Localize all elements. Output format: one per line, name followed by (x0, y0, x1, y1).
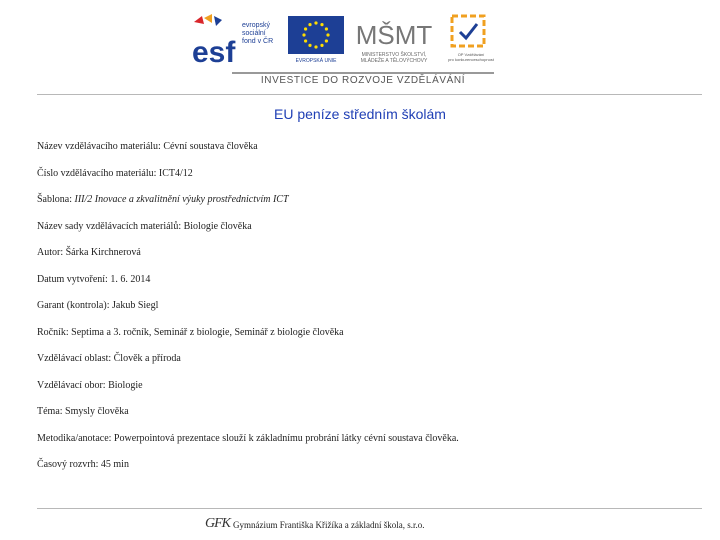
info-value: Smysly člověka (65, 406, 129, 417)
info-value: III/2 Inovace a zkvalitnění výuky prostřednictvím ICT (74, 194, 289, 205)
msmt-text: MINISTERSTVO ŠKOLSTVÍ, MLÁDEŽE A TĚLOVÝCHOVY (360, 52, 428, 64)
info-label: Garant (kontrola): (37, 300, 110, 311)
page-title: EU peníze středním školám (274, 106, 446, 122)
info-label: Časový rozvrh: (37, 459, 99, 470)
info-line-area (37, 350, 697, 377)
footer (0, 514, 720, 538)
op-text: OP Vzdělávání pro konkurenceschopnost (448, 52, 494, 62)
info-line-created (37, 271, 697, 298)
eu-flag-icon (288, 16, 344, 54)
esf-mark-icon (190, 14, 240, 70)
eu-logo (286, 16, 346, 70)
op-logo (444, 14, 498, 70)
op-mark-icon (450, 14, 486, 48)
school-name: Gymnázium Františka Křižíka a základní škola, s.r.o. (233, 520, 425, 530)
info-label: Vzdělávací oblast: (37, 353, 112, 364)
logo-bar (188, 12, 498, 72)
esf-logo (190, 14, 282, 70)
info-value: Powerpointová prezentace slouží k základnímu probrání látky cévní soustava člověka. (113, 432, 459, 444)
info-label: Metodika/anotace: (37, 432, 112, 444)
info-value: Biologie člověka (183, 220, 252, 232)
info-line-author (37, 244, 697, 271)
info-line-subject (37, 377, 697, 404)
info-value: 45 min (100, 459, 129, 470)
info-label: Název sady vzdělávacích materiálů: (37, 220, 182, 232)
school-logo: GFK (205, 516, 230, 531)
svg-text:MŠMT: MŠMT (355, 20, 433, 50)
info-value: ICT4/12 (158, 167, 193, 179)
info-line-set-name (37, 218, 697, 245)
info-value: Jakub Siegl (111, 300, 159, 311)
info-label: Název vzdělávacího materiálu: (37, 141, 161, 152)
eu-text: EVROPSKÁ UNIE (295, 58, 337, 64)
info-label: Ročník: (37, 326, 69, 338)
info-line-time (37, 456, 697, 483)
info-line-guarantor (37, 297, 697, 324)
info-line-grade (37, 324, 697, 351)
info-line-template (37, 191, 697, 218)
info-label: Autor: (37, 247, 64, 258)
tagline: INVESTICE DO ROZVOJE VZDĚLÁVÁNÍ (232, 72, 494, 92)
info-line-material-name (37, 138, 697, 165)
msmt-mark-icon (355, 14, 433, 50)
svg-text:esf: esf (192, 36, 236, 69)
msmt-logo (350, 14, 438, 70)
info-label: Téma: (37, 406, 63, 417)
info-line-material-number (37, 165, 697, 192)
info-line-topic (37, 403, 697, 430)
divider-bottom (37, 508, 702, 509)
info-label: Číslo vzdělávacího materiálu: (37, 167, 157, 179)
info-value: Biologie (108, 379, 143, 391)
info-line-annotation (37, 430, 697, 457)
info-value: Septima a 3. ročník, Seminář z biologie, Seminář z biologie člověka (71, 326, 344, 338)
info-label: Šablona: (37, 194, 72, 205)
info-label: Vzdělávací obor: (37, 379, 106, 391)
divider-top (37, 94, 702, 95)
info-value: Šárka Kirchnerová (65, 247, 141, 258)
esf-text: evropský sociální fond v ČR (242, 22, 274, 45)
info-value: 1. 6. 2014 (110, 273, 151, 285)
info-list (37, 138, 697, 483)
info-value: Cévní soustava člověka (163, 141, 258, 152)
info-label: Datum vytvoření: (37, 273, 108, 285)
info-value: Člověk a příroda (113, 353, 181, 364)
